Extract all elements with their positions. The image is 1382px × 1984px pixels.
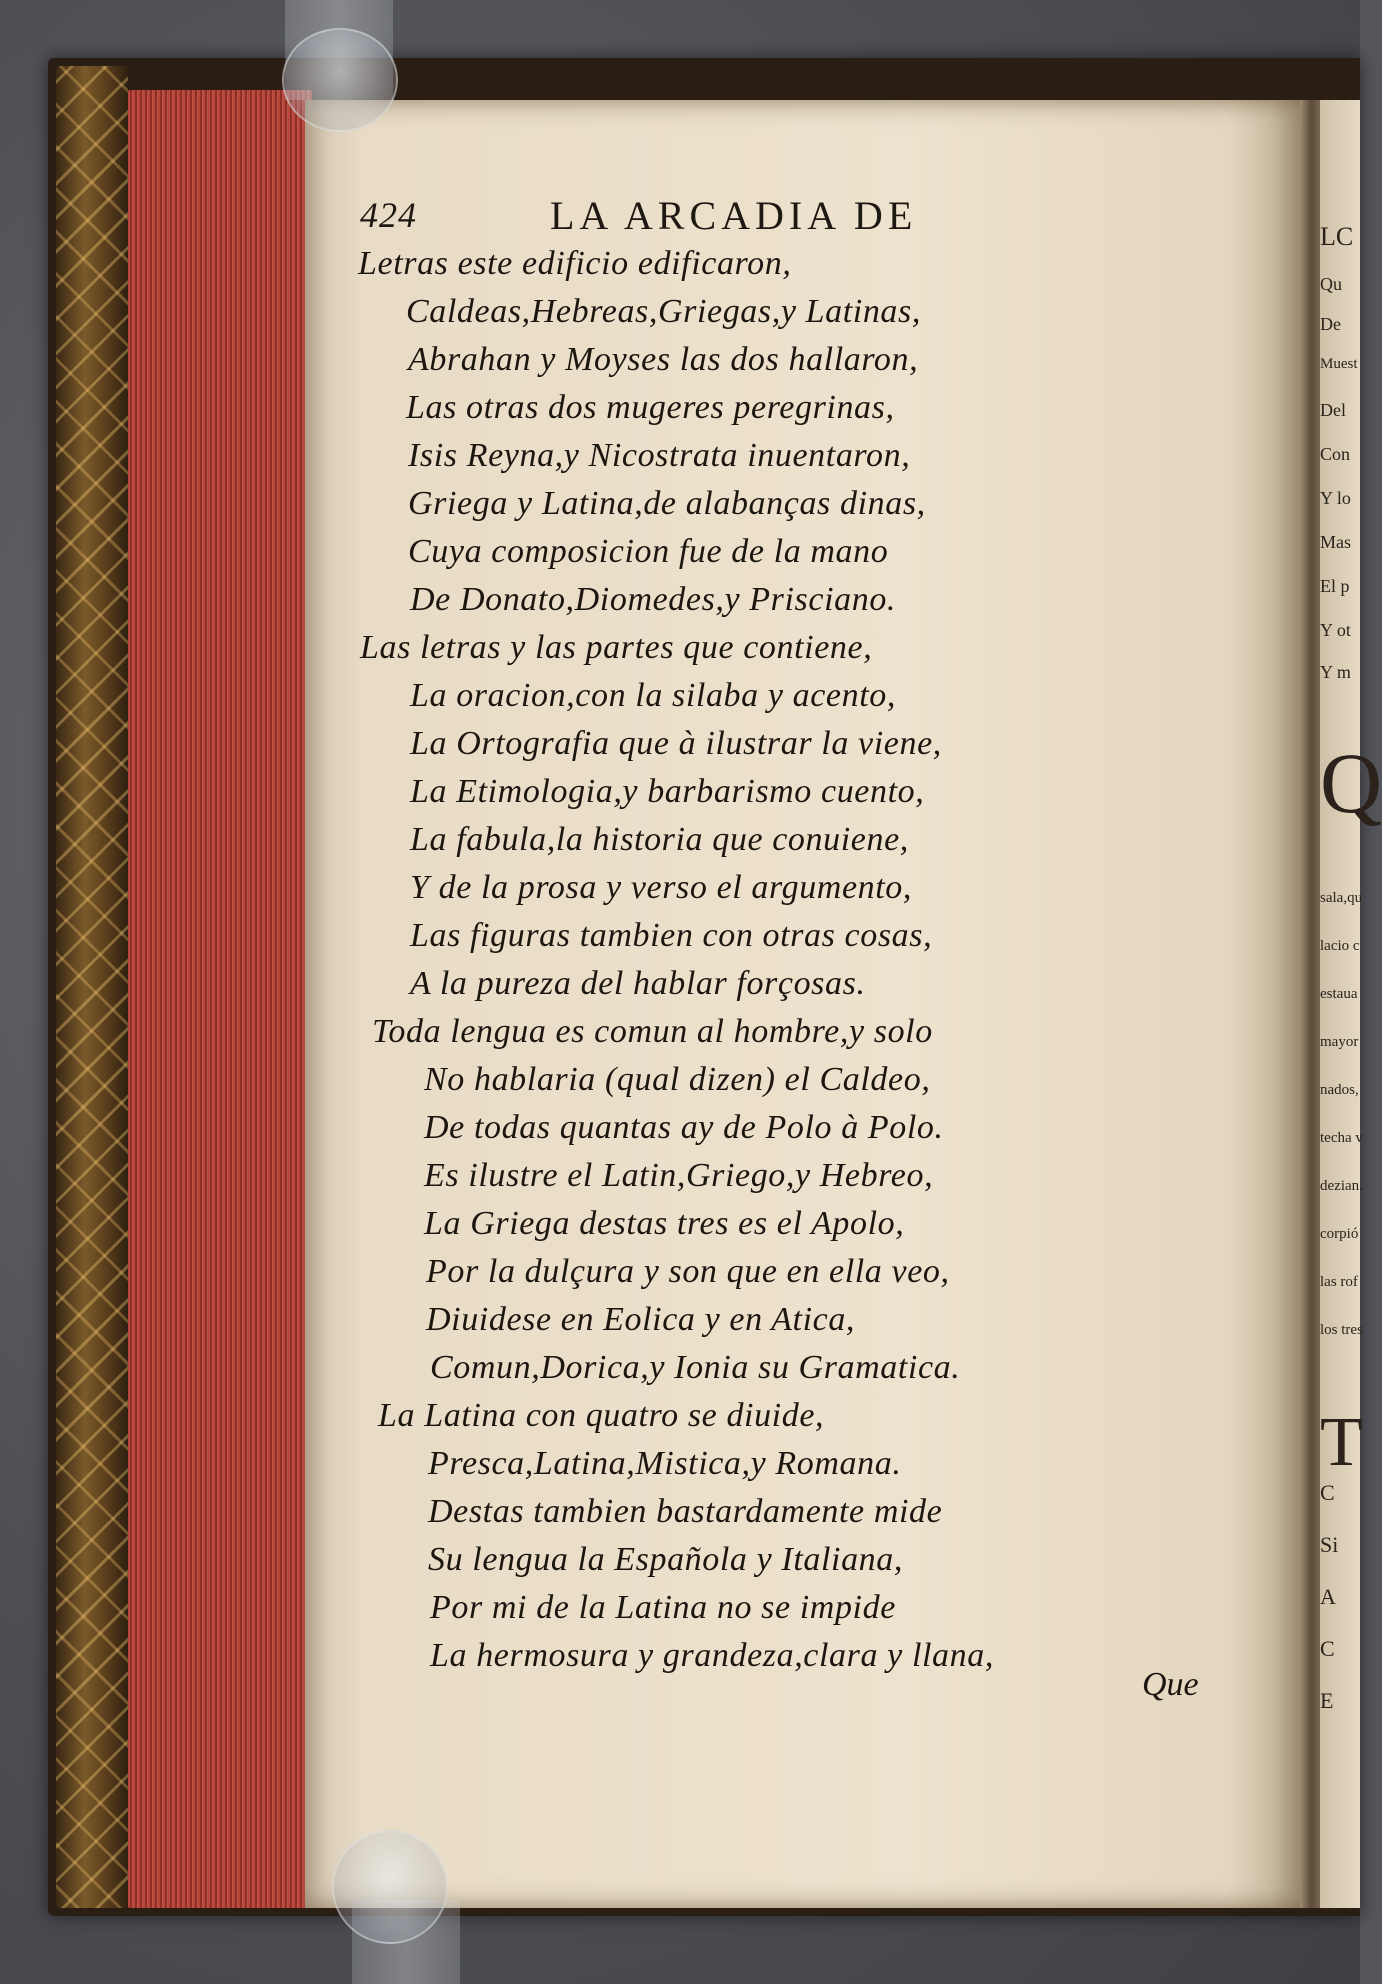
facing-fragment: dezian. [1320, 1178, 1363, 1194]
verse-line: La hermosura y grandeza,clara y llana, [430, 1637, 994, 1674]
facing-fragment: LC [1320, 222, 1354, 251]
verse-line: La oracion,con la silaba y acento, [410, 677, 896, 714]
book-gutter [1300, 100, 1322, 1908]
verse-line: Las otras dos mugeres peregrinas, [406, 389, 895, 426]
facing-fragment: El p [1320, 576, 1350, 596]
facing-fragment: corpió [1320, 1226, 1359, 1242]
facing-fragment: Con [1320, 444, 1351, 464]
facing-drop-cap: Q [1320, 735, 1382, 831]
verse-line: Griega y Latina,de alabanças dinas, [408, 485, 926, 522]
verse-line: Por la dulçura y son que en ella veo, [426, 1253, 950, 1290]
page-header [360, 192, 1040, 248]
catchword: Que [1142, 1666, 1199, 1703]
red-page-edges [128, 90, 312, 1908]
facing-fragment: techa v [1320, 1130, 1363, 1146]
gilt-spine-edge [56, 66, 128, 1908]
verse-line: La Etimologia,y barbarismo cuento, [410, 773, 925, 810]
book-clip-bottom [332, 1830, 448, 1944]
verse-line: Isis Reyna,y Nicostrata inuentaron, [408, 437, 911, 474]
verse-line: Su lengua la Española y Italiana, [428, 1541, 903, 1578]
verse-line: Abrahan y Moyses las dos hallaron, [408, 341, 919, 378]
verse-line: Y de la prosa y verso el argumento, [410, 869, 912, 906]
facing-drop-cap: T [1320, 1404, 1363, 1481]
facing-fragment: A [1320, 1584, 1336, 1609]
facing-fragment: Mas [1320, 532, 1351, 552]
facing-fragment: Y m [1320, 662, 1351, 682]
verse-line: La Latina con quatro se diuide, [378, 1397, 825, 1434]
page-number: 424 [360, 195, 417, 235]
verse-line: La fabula,la historia que conuiene, [410, 821, 909, 858]
facing-fragment: nados, [1320, 1082, 1359, 1098]
verse-line: Toda lengua es comun al hombre,y solo [372, 1013, 933, 1050]
facing-fragment: mayor [1320, 1034, 1359, 1050]
facing-fragment: Muest [1320, 356, 1358, 372]
verse-line: A la pureza del hablar forçosas. [410, 965, 866, 1002]
facing-fragment: De [1320, 314, 1341, 334]
verse-line: Las figuras tambien con otras cosas, [410, 917, 933, 954]
facing-fragment: las rof [1320, 1274, 1358, 1290]
verse-line: Cuya composicion fue de la mano [408, 533, 889, 570]
facing-fragment: Si [1320, 1532, 1339, 1557]
verse-line: No hablaria (qual dizen) el Caldeo, [424, 1061, 931, 1098]
facing-fragment: estaua [1320, 986, 1358, 1002]
verse-line: Presca,Latina,Mistica,y Romana. [428, 1445, 902, 1482]
facing-fragment: E [1320, 1688, 1334, 1713]
verse-line: Letras este edificio edificaron, [358, 245, 792, 282]
book-clip-top [282, 28, 398, 132]
facing-fragment: Y ot [1320, 620, 1351, 640]
facing-fragment: lacio c [1320, 938, 1360, 954]
verse-line: Destas tambien bastardamente mide [428, 1493, 943, 1530]
facing-fragment: sala,qu [1320, 890, 1363, 906]
verse-line: Diuidese en Eolica y en Atica, [426, 1301, 856, 1338]
facing-fragment: los tres [1320, 1322, 1363, 1338]
facing-fragment: Del [1320, 400, 1346, 420]
verse-line: De Donato,Diomedes,y Prisciano. [410, 581, 897, 618]
facing-page [1320, 100, 1382, 1908]
verse-line: Las letras y las partes que contiene, [360, 629, 873, 666]
facing-fragment: C [1320, 1636, 1335, 1661]
facing-fragment: Qu [1320, 274, 1342, 294]
facing-fragment: C [1320, 1480, 1335, 1505]
verse-line: Es ilustre el Latin,Griego,y Hebreo, [424, 1157, 934, 1194]
facing-fragment: Y lo [1320, 488, 1351, 508]
running-head: LA ARCADIA DE [550, 193, 918, 238]
verse-line: La Ortografia que à ilustrar la viene, [410, 725, 942, 762]
verse-line: Comun,Dorica,y Ionia su Gramatica. [430, 1349, 961, 1386]
verse-line: De todas quantas ay de Polo à Polo. [424, 1109, 944, 1146]
verse-line: La Griega destas tres es el Apolo, [424, 1205, 905, 1242]
verse-line: Caldeas,Hebreas,Griegas,y Latinas, [406, 293, 921, 330]
verse-line: Por mi de la Latina no se impide [430, 1589, 896, 1626]
